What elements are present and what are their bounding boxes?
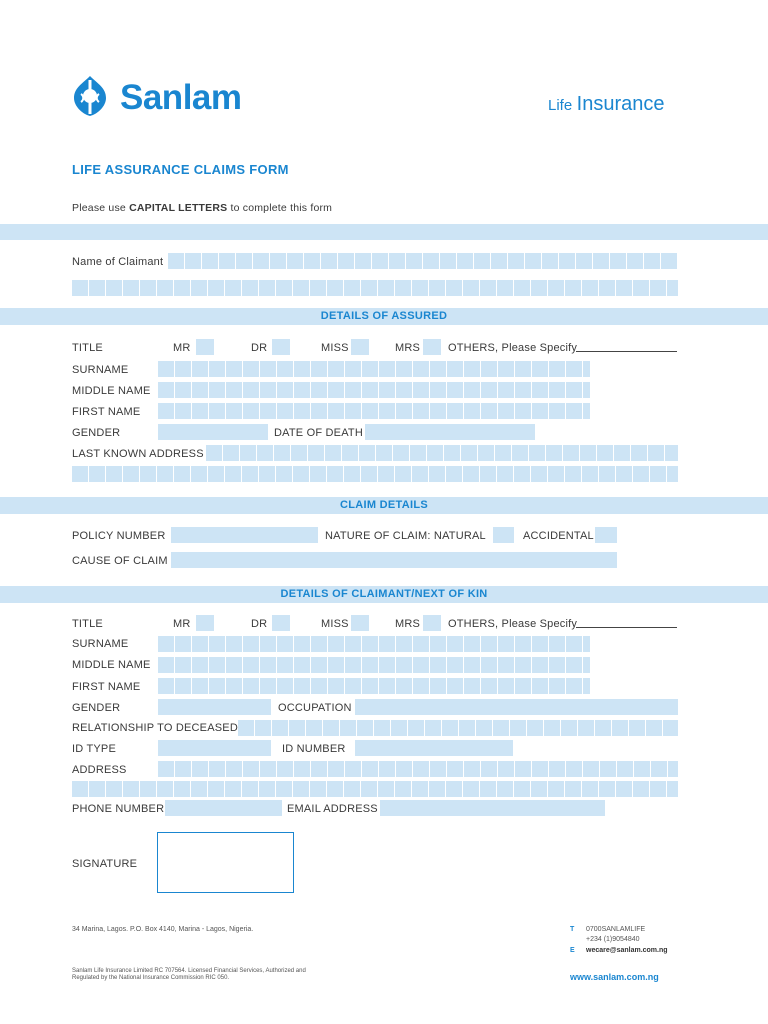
claimant-first-name-cells[interactable] (158, 678, 590, 694)
sanlam-logo (72, 74, 282, 120)
assured-middle-name-cells[interactable] (158, 382, 590, 398)
claimant-surname-cells[interactable] (158, 636, 590, 652)
cause-of-claim-label: CAUSE OF CLAIM (72, 555, 168, 567)
claimant-middle-name-label: MIDDLE NAME (72, 659, 151, 671)
assured-address-cells-2[interactable] (72, 466, 678, 482)
assured-mrs-label: MRS (395, 342, 421, 354)
claimant-phone-field[interactable] (165, 800, 282, 816)
footer-email[interactable]: wecare@sanlam.com.ng (586, 947, 668, 954)
claim-section-header: CLAIM DETAILS (0, 497, 768, 514)
name-of-claimant-label: Name of Claimant (72, 256, 164, 268)
assured-address-cells[interactable] (206, 445, 678, 461)
claimant-id-type-label: ID TYPE (72, 743, 116, 755)
form-title: LIFE ASSURANCE CLAIMS FORM (72, 162, 289, 177)
claimant-mrs-box[interactable] (423, 615, 441, 631)
natural-box[interactable] (493, 527, 514, 543)
claimant-first-name-label: FIRST NAME (72, 681, 141, 693)
signature-label: SIGNATURE (72, 858, 138, 870)
assured-gender-field[interactable] (158, 424, 268, 440)
assured-date-of-death-label: DATE OF DEATH (274, 427, 363, 439)
claimant-dr-label: DR (251, 618, 268, 630)
assured-title-label: TITLE (72, 342, 103, 354)
claimant-email-label: EMAIL ADDRESS (287, 803, 378, 815)
claimant-miss-label: MISS (321, 618, 349, 630)
claimant-id-number-field[interactable] (355, 740, 513, 756)
assured-section-header: DETAILS OF ASSURED (0, 308, 768, 325)
claimant-surname-label: SURNAME (72, 638, 129, 650)
claimant-gender-field[interactable] (158, 699, 271, 715)
claimant-mr-box[interactable] (196, 615, 214, 631)
brand-name: Sanlam (120, 78, 242, 117)
claimant-address-label: ADDRESS (72, 764, 127, 776)
accidental-label: ACCIDENTAL (523, 530, 594, 542)
signature-box[interactable] (157, 832, 294, 893)
claimant-mr-label: MR (173, 618, 191, 630)
assured-miss-box[interactable] (351, 339, 369, 355)
assured-dr-label: DR (251, 342, 268, 354)
assured-surname-label: SURNAME (72, 364, 129, 376)
claimant-id-type-field[interactable] (158, 740, 271, 756)
top-strip (0, 224, 768, 240)
claimant-occupation-label: OCCUPATION (278, 702, 352, 714)
nature-of-claim-label: NATURE OF CLAIM: NATURAL (325, 530, 486, 542)
assured-surname-cells[interactable] (158, 361, 590, 377)
policy-number-label: POLICY NUMBER (72, 530, 166, 542)
claimant-others-label: OTHERS, Please Specify (448, 618, 578, 630)
assured-gender-label: GENDER (72, 427, 121, 439)
assured-others-label: OTHERS, Please Specify (448, 342, 578, 354)
claimant-occupation-field[interactable] (355, 699, 678, 715)
claimant-address-cells[interactable] (158, 761, 678, 777)
assured-mrs-box[interactable] (423, 339, 441, 355)
assured-mr-box[interactable] (196, 339, 214, 355)
claimant-middle-name-cells[interactable] (158, 657, 590, 673)
footer-address: 34 Marina, Lagos. P.O. Box 4140, Marina - Lagos, Nigeria. (72, 926, 254, 933)
product-name (548, 93, 664, 116)
assured-date-of-death-field[interactable] (365, 424, 535, 440)
footer-phone-1: 0700SANLAMLIFE (586, 926, 646, 933)
claimant-section-header: DETAILS OF CLAIMANT/NEXT OF KIN (0, 586, 768, 603)
claimant-title-label: TITLE (72, 618, 103, 630)
assured-address-label: LAST KNOWN ADDRESS (72, 448, 204, 460)
footer-legal-1: Sanlam Life Insurance Limited RC 707564. Licensed Financial Services, Authorized and (72, 968, 306, 974)
assured-dr-box[interactable] (272, 339, 290, 355)
claimant-dr-box[interactable] (272, 615, 290, 631)
accidental-box[interactable] (595, 527, 617, 543)
assured-middle-name-label: MIDDLE NAME (72, 385, 151, 397)
footer-website[interactable]: www.sanlam.com.ng (570, 972, 659, 982)
claimant-mrs-label: MRS (395, 618, 421, 630)
claimant-relationship-cells[interactable] (238, 720, 678, 736)
instruction-capital: CAPITAL LETTERS (129, 202, 228, 214)
claimant-address-cells-2[interactable] (72, 781, 678, 797)
claimant-miss-box[interactable] (351, 615, 369, 631)
policy-number-field[interactable] (171, 527, 318, 543)
footer-legal-2: Regulated by the National Insurance Commission RIC 050. (72, 975, 230, 981)
assured-miss-label: MISS (321, 342, 349, 354)
product-insurance: Insurance (576, 93, 665, 115)
assured-mr-label: MR (173, 342, 191, 354)
sanlam-shield-icon (72, 74, 108, 118)
claimant-phone-label: PHONE NUMBER (72, 803, 165, 815)
claimant-gender-label: GENDER (72, 702, 121, 714)
claimant-id-number-label: ID NUMBER (282, 743, 346, 755)
footer-e-label: E (570, 947, 575, 954)
footer-t-label: T (570, 926, 575, 933)
claimant-others-line[interactable] (576, 627, 677, 628)
footer-phone-2: +234 (1)9054840 (586, 936, 640, 943)
assured-others-line[interactable] (576, 351, 677, 352)
assured-first-name-label: FIRST NAME (72, 406, 141, 418)
claimant-relationship-label: RELATIONSHIP TO DECEASED (72, 722, 238, 734)
product-life: Life (548, 97, 573, 114)
name-of-claimant-cells[interactable] (168, 253, 678, 269)
form-instruction: Please use CAPITAL LETTERS to complete this form (72, 202, 333, 214)
assured-first-name-cells[interactable] (158, 403, 590, 419)
cause-of-claim-field[interactable] (171, 552, 617, 568)
name-of-claimant-cells-2[interactable] (72, 280, 678, 296)
claimant-email-field[interactable] (380, 800, 605, 816)
